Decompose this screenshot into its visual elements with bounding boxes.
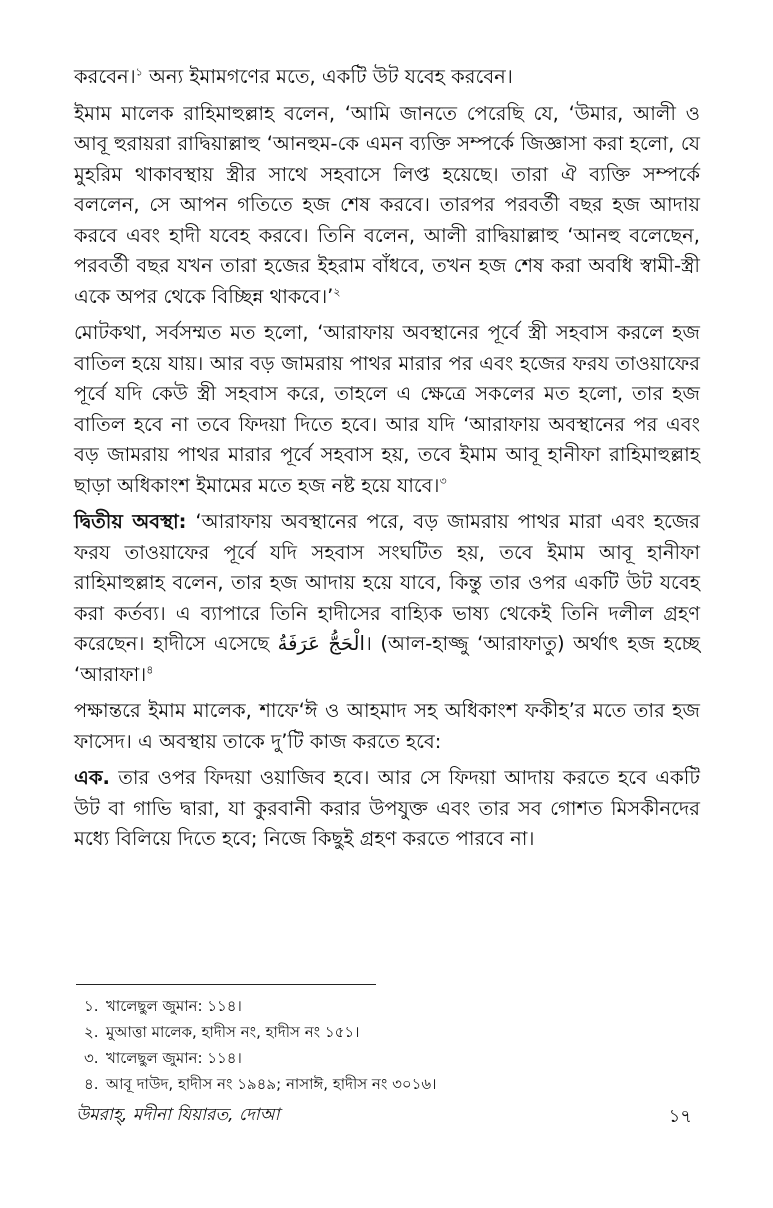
- footnote-text: আবূ দাউদ, হাদীস নং ১৯৪৯; নাসাঈ, হাদীস নং ৩০১৬।: [106, 1075, 437, 1093]
- footnote-text: খালেছুল জুমান: ১১৪।: [106, 997, 242, 1015]
- footnote-divider: [76, 984, 376, 985]
- paragraph-6: [74, 763, 700, 855]
- footnote-number: ৩.: [84, 1049, 99, 1067]
- section-label: এক.: [74, 766, 110, 789]
- footnote-marker: ৩: [439, 474, 447, 487]
- book-title: উমরাহ্, মদীনা যিয়ারত, দোআ: [76, 1105, 280, 1125]
- paragraph-4: [74, 507, 700, 690]
- footnote-number: ১.: [84, 997, 99, 1015]
- footnote-marker: ৪: [146, 663, 154, 676]
- footnote-number: ২.: [84, 1023, 99, 1041]
- paragraph-text: । (আল-হাজ্জু ‘আরাফাতু) অর্থাৎ হজ হচ্ছে ‘আরাফা।: [74, 632, 700, 686]
- page-body: [74, 62, 700, 855]
- footnote-item: [84, 1071, 684, 1097]
- paragraph-text: মোটকথা, সর্বসম্মত মত হলো, ‘আরাফায় অবস্থানের পূর্বে স্ত্রী সহবাস করলে হজ বাতিল হয়ে যায়। আর বড় জামরায় পাথর মারার পর এবং হজের ফরয তাওয়াফের পূর্বে যদি কেউ স্ত্রী সহবাস করে, তাহলে এ ক্ষেত্রে সকলের মত হলো, তার হজ বাতিল হবে না তবে ফিদয়া দিতে হবে। আর যদি ‘আরাফায় অবস্থানের পর এবং বড় জামরায় পাথর মারার পূর্বে সহবাস হয়, তবে ইমাম আবূ হানীফা রাহিমাহুল্লাহ ছাড়া অধিকাংশ ইমামের মতে হজ নষ্ট হয়ে যাবে।: [74, 321, 700, 497]
- section-label: দ্বিতীয় অবস্থা:: [74, 510, 187, 533]
- footnote-text: মুআত্তা মালেক, হাদীস নং, হাদীস নং ১৫১।: [106, 1023, 360, 1041]
- paragraph-text: ইমাম মালেক রাহিমাহুল্লাহ বলেন, ‘আমি জানতে পেরেছি যে, ‘উমার, আলী ও আবূ হুরায়রা রাদ্বিয়াল্লাহু ‘আনহুম-কে এমন ব্যক্তি সম্পর্কে জিজ্ঞাসা করা হলো, যে মুহরিম থাকাবস্থায় স্ত্রীর সাথে সহবাসে লিপ্ত হয়েছে। তারা ঐ ব্যক্তি সম্পর্কে বললেন, সে আপন গতিতে হজ শেষ করবে। তারপর পরবর্তী বছর হজ আদায় করবে এবং হাদী যবেহ করবে। তিনি বলেন, আলী রাদ্বিয়াল্লাহু ‘আনহু বলেছেন, পরবর্তী বছর যখন তারা হজের ইহরাম বাঁধবে, তখন হজ শেষ করা অবধি স্বামী-স্ত্রী একে অপর থেকে বিচ্ছিন্ন থাকবে।’: [74, 101, 700, 308]
- footnote-number: ৪.: [84, 1075, 99, 1093]
- paragraph-text: ‘আরাফায় অবস্থানের পরে, বড় জামরায় পাথর মারা এবং হজের ফরয তাওয়াফের পূর্বে যদি সহবাস সংঘটিত হয়, তবে ইমাম আবূ হানীফা রাহিমাহুল্লাহ বলেন, তার হজ আদায় হয়ে যাবে, কিন্তু তার ওপর একটি উট যবেহ করা কর্তব্য। এ ব্যাপারে তিনি হাদীসের বাহ্যিক ভাষ্য থেকেই তিনি দলীল গ্রহণ করেছেন। হাদীসে এসেছে: [74, 510, 700, 655]
- paragraph-5: [74, 696, 700, 757]
- footnotes: [84, 993, 684, 1097]
- paragraph-3: [74, 318, 700, 501]
- paragraph-text: তার ওপর ফিদয়া ওয়াজিব হবে। আর সে ফিদয়া আদায় করতে হবে একটি উট বা গাভি দ্বারা, যা কুরবানী করার উপযুক্ত এবং তার সব গোশত মিসকীনদের মধ্যে বিলিয়ে দিতে হবে; নিজে কিছুই গ্রহণ করতে পারবে না।: [74, 766, 700, 850]
- footnote-item: [84, 993, 684, 1019]
- paragraph-text: পক্ষান্তরে ইমাম মালেক, শাফে‘ঈ ও আহমাদ সহ অধিকাংশ ফকীহ’র মতে তার হজ ফাসেদ। এ অবস্থায় তাকে দু’টি কাজ করতে হবে:: [74, 699, 700, 753]
- footnote-marker: ১: [135, 65, 143, 79]
- footnote-item: [84, 1019, 684, 1045]
- page-number: ১৭: [668, 1106, 692, 1127]
- footnote-text: খালেছুল জুমান: ১১৪।: [106, 1049, 242, 1067]
- paragraph-1: [74, 62, 700, 93]
- paragraph-text: অন্য ইমামগণের মতে, একটি উট যবেহ করবেন।: [142, 65, 513, 88]
- paragraph-2: [74, 99, 700, 313]
- paragraph-text: করবেন।: [74, 65, 136, 88]
- arabic-quote: الْحَجُّ عَرَفَةُ: [277, 632, 365, 655]
- footnote-item: [84, 1045, 684, 1071]
- footnote-marker: ২: [333, 285, 341, 298]
- page-footer: [76, 1102, 696, 1132]
